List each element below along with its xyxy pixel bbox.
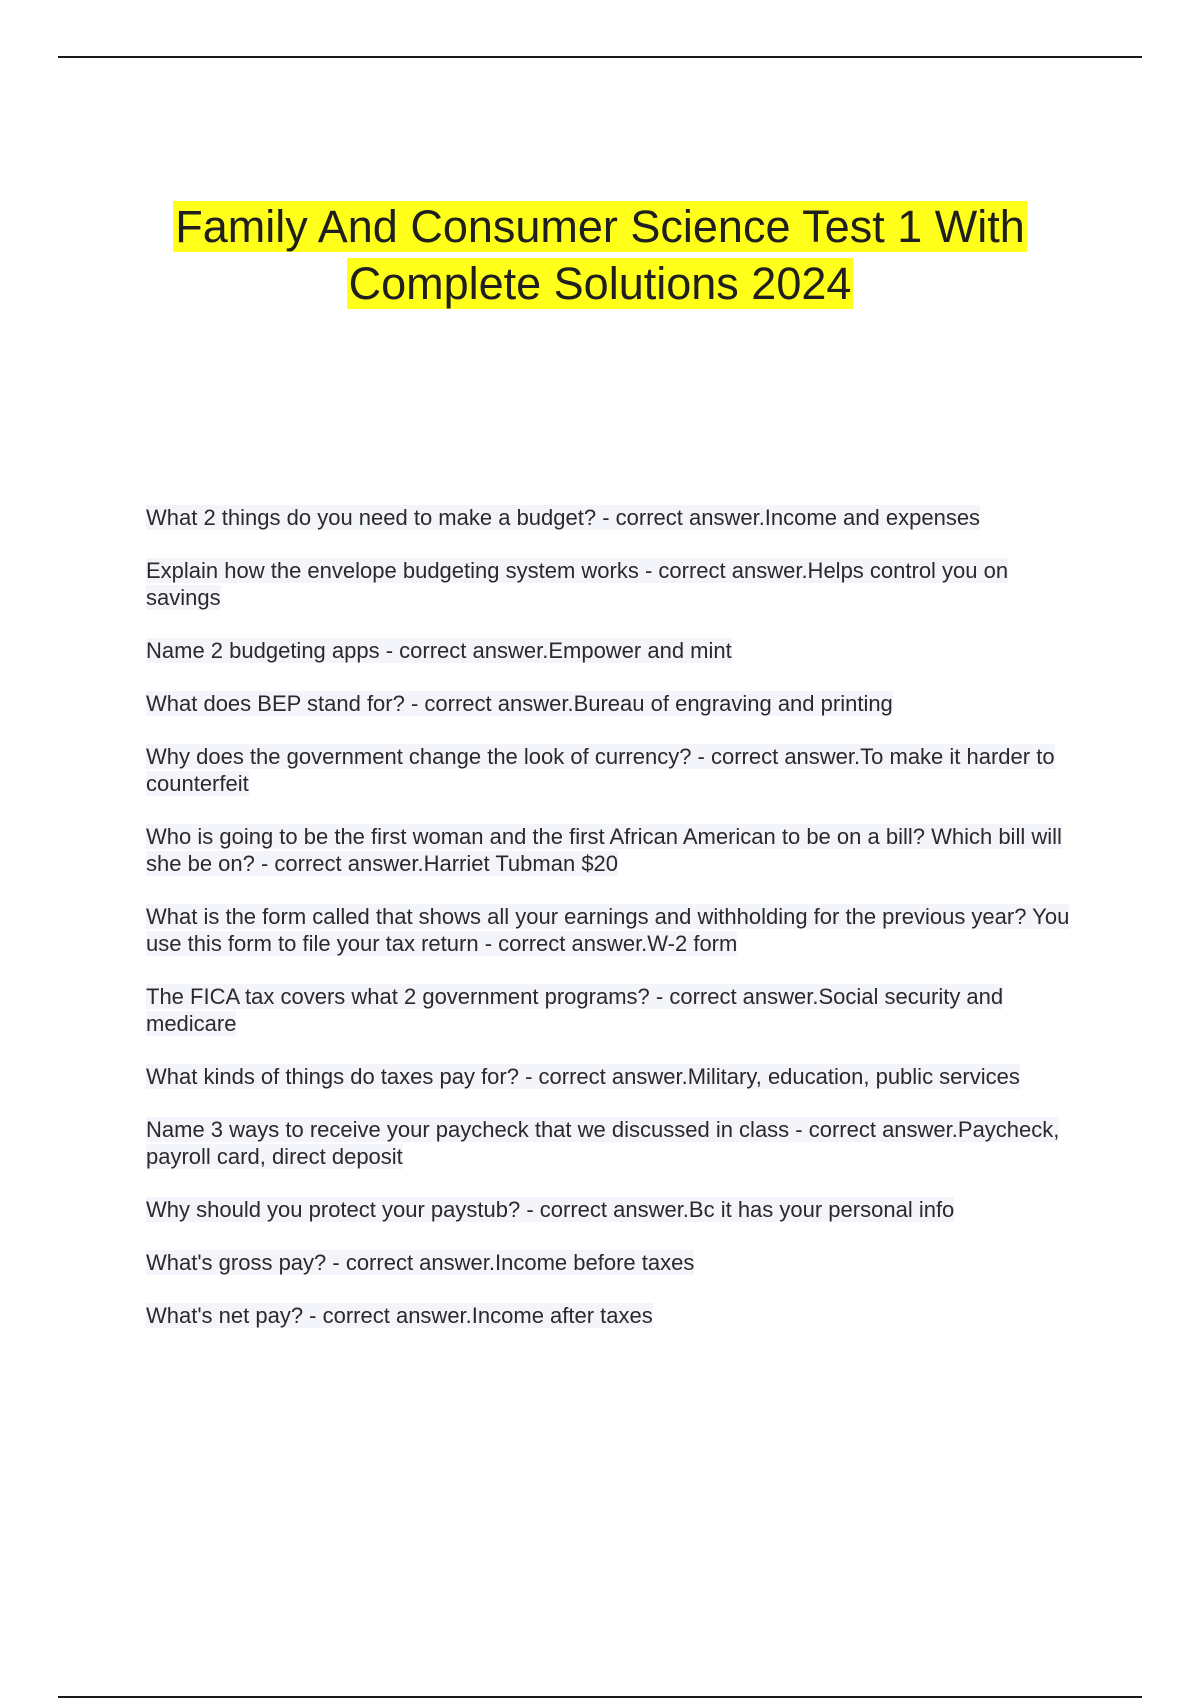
qa-text: Why should you protect your paystub? - correct answer.Bc it has your personal info [146, 1197, 955, 1222]
document-title: Family And Consumer Science Test 1 With Complete Solutions 2024 [175, 201, 1025, 309]
qa-text: What's net pay? - correct answer.Income after taxes [146, 1303, 653, 1328]
list-item [146, 637, 1086, 664]
qa-text: Explain how the envelope budgeting system works - correct answer.Helps control you on savings [146, 558, 1009, 610]
list-item [146, 557, 1086, 611]
list-item [146, 1249, 1086, 1276]
list-item [146, 504, 1086, 531]
qa-text: What is the form called that shows all your earnings and withholding for the previous year? You use this form to file your tax return - correct answer.W-2 form [146, 904, 1070, 956]
list-item [146, 823, 1086, 877]
list-item [146, 690, 1086, 717]
qa-text: What does BEP stand for? - correct answer.Bureau of engraving and printing [146, 691, 893, 716]
qa-text: Why does the government change the look of currency? - correct answer.To make it harder to counterfeit [146, 744, 1055, 796]
document-title-block [100, 198, 1100, 312]
list-item [146, 1196, 1086, 1223]
qa-list [146, 504, 1086, 1355]
qa-text: Name 2 budgeting apps - correct answer.Empower and mint [146, 638, 732, 663]
qa-text: What's gross pay? - correct answer.Income before taxes [146, 1250, 695, 1275]
qa-text: What 2 things do you need to make a budget? - correct answer.Income and expenses [146, 505, 981, 530]
list-item [146, 743, 1086, 797]
qa-text: Who is going to be the first woman and the first African American to be on a bill? Which bill will she be on? - correct answer.Harriet Tubman $20 [146, 824, 1062, 876]
qa-text: The FICA tax covers what 2 government programs? - correct answer.Social security and medicare [146, 984, 1004, 1036]
qa-text: What kinds of things do taxes pay for? - correct answer.Military, education, public services [146, 1064, 1020, 1089]
bottom-rule [58, 1696, 1142, 1698]
qa-text: Name 3 ways to receive your paycheck that we discussed in class - correct answer.Paycheck, payroll card, direct deposit [146, 1117, 1060, 1169]
top-rule [58, 56, 1142, 58]
list-item [146, 983, 1086, 1037]
list-item [146, 1063, 1086, 1090]
list-item [146, 903, 1086, 957]
list-item [146, 1302, 1086, 1329]
list-item [146, 1116, 1086, 1170]
